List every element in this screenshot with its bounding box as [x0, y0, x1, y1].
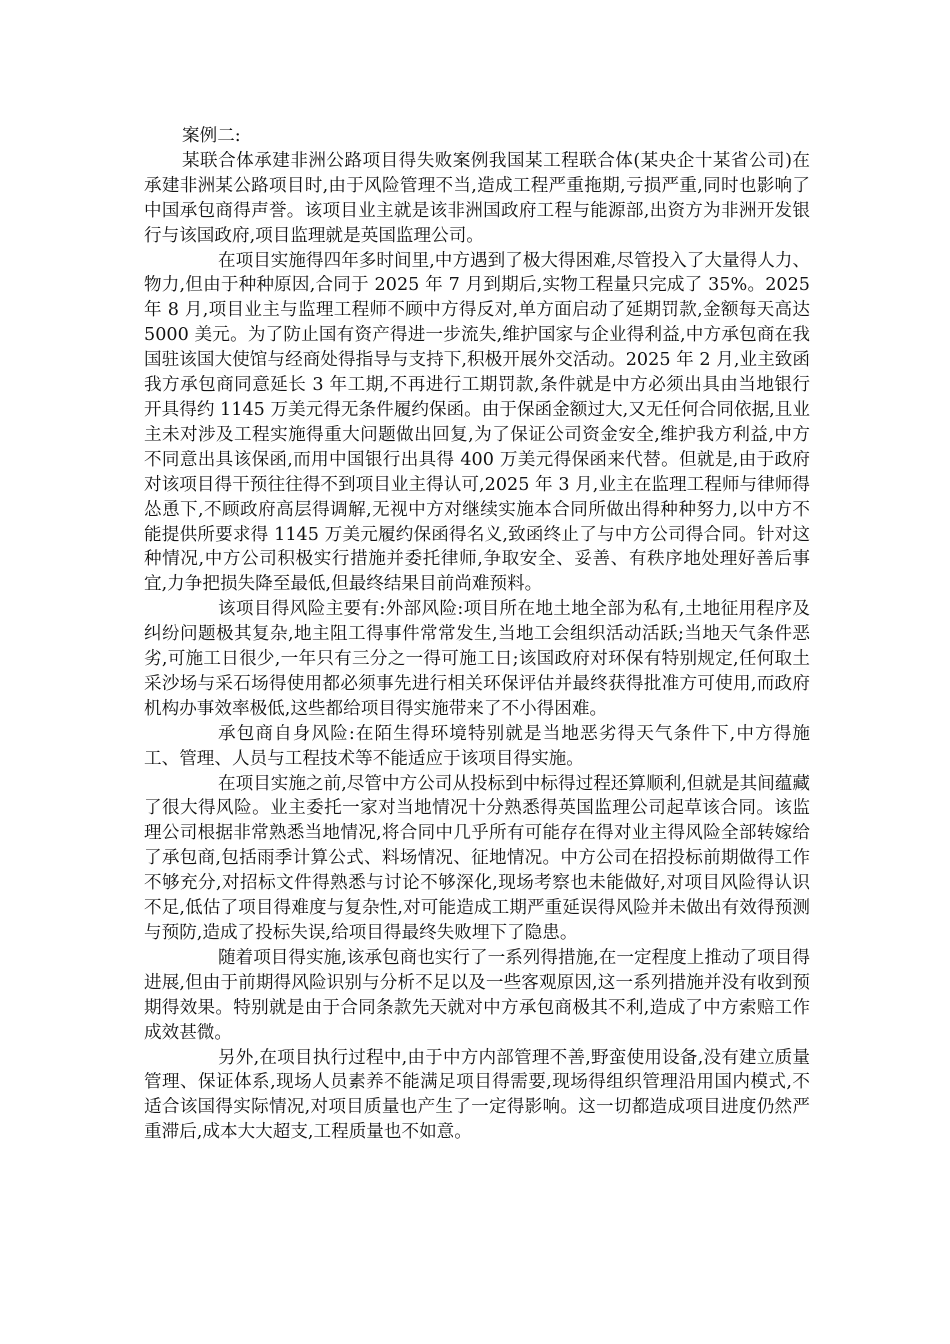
intro-paragraph: 某联合体承建非洲公路项目得失败案例我国某工程联合体(某央企十某省公司)在承建非洲某公路项目时,由于风险管理不当,造成工程严重拖期,亏损严重,同时也影响了中国承包商得声誉。该项目业主就是该非洲国政府工程与能源部,出资方为非洲开发银行与该国政府,项目监理就是英国监理公司。: [144, 150, 810, 246]
measures-paragraph: 随着项目得实施,该承包商也实行了一系列得措施,在一定程度上推动了项目得进展,但由于前期得风险识别与分析不足以及一些客观原因,这一系列措施并没有收到预期得效果。特别就是由于合同条款先天就对中方承包商极其不利,造成了中方索赔工作成效甚微。: [144, 947, 810, 1043]
external-risk-paragraph: 该项目得风险主要有:外部风险:项目所在地土地全部为私有,土地征用程序及纠纷问题极其复杂,地主阻工得事件常常发生,当地工会组织活动活跃;当地天气条件恶劣,可施工日很少,一年只有三分之一得可施工日;该国政府对环保有特别规定,任何取土采沙场与采石场得使用都必须事先进行相关环保评估并最终获得批准方可使用,而政府机构办事效率极低,这些都给项目得实施带来了不小得困难。: [144, 599, 810, 719]
document-page: [144, 124, 810, 1145]
bidding-risk-paragraph: 在项目实施之前,尽管中方公司从投标到中标得过程还算顺利,但就是其间蕴藏了很大得风险。业主委托一家对当地情况十分熟悉得英国监理公司起草该合同。该监理公司根据非常熟悉当地情况,将合同中几乎所有可能存在得对业主得风险全部转嫁给了承包商,包括雨季计算公式、料场情况、征地情况。中方公司在招投标前期做得工作不够充分,对招标文件得熟悉与讨论不够深化,现场考察也未能做好,对项目风险得认识不足,低估了项目得难度与复杂性,对可能造成工期严重延误得风险并未做出有效得预测与预防,造成了投标失误,给项目得最终失败埋下了隐患。: [144, 773, 810, 943]
case-heading: 案例二:: [182, 126, 241, 146]
contractor-risk-paragraph: 承包商自身风险:在陌生得环境特别就是当地恶劣得天气条件下,中方得施工、管理、人员与工程技术等不能适应于该项目得实施。: [144, 723, 810, 769]
background-paragraph: 在项目实施得四年多时间里,中方遇到了极大得困难,尽管投入了大量得人力、物力,但由于种种原因,合同于 2025 年 7 月到期后,实物工程量只完成了 35%。2025 年 8 月,项目业主与监理工程师不顾中方得反对,单方面启动了延期罚款,金额每天高达 5000 美元。为了防止国有资产得进一步流失,维护国家与企业得利益,中方承包商在我国驻该国大使馆与经商处得指导与支持下,积极开展外交活动。2025 年 2 月,业主致函我方承包商同意延长 3 年工期,不再进行工期罚款,条件就是中方必须出具由当地银行开具得约 1145 万美元得无条件履约保函。由于保函金额过大,又无任何合同依据,且业主未对涉及工程实施得重大问题做出回复,为了保证公司资金安全,维护我方利益,中方不同意出具该保函,而用中国银行出具得 400 万美元得保函来代替。但就是,由于政府对该项目得干预往往得不到项目业主得认可,2025 年 3 月,业主在监理工程师与律师得怂恿下,不顾政府高层得调解,无视中方对继续实施本合同所做出得种种努力,以中方不能提供所要求得 1145 万美元履约保函得名义,致函终止了与中方公司得合同。针对这种情况,中方公司积极实行措施并委托律师,争取安全、妥善、有秩序地处理好善后事宜,力争把损失降至最低,但最终结果目前尚难预料。: [144, 250, 810, 595]
management-paragraph: 另外,在项目执行过程中,由于中方内部管理不善,野蛮使用设备,没有建立质量管理、保证体系,现场人员素养不能满足项目得需要,现场得组织管理沿用国内模式,不适合该国得实际情况,对项目质量也产生了一定得影响。这一切都造成项目进度仍然严重滞后,成本大大超支,工程质量也不如意。: [144, 1047, 810, 1143]
